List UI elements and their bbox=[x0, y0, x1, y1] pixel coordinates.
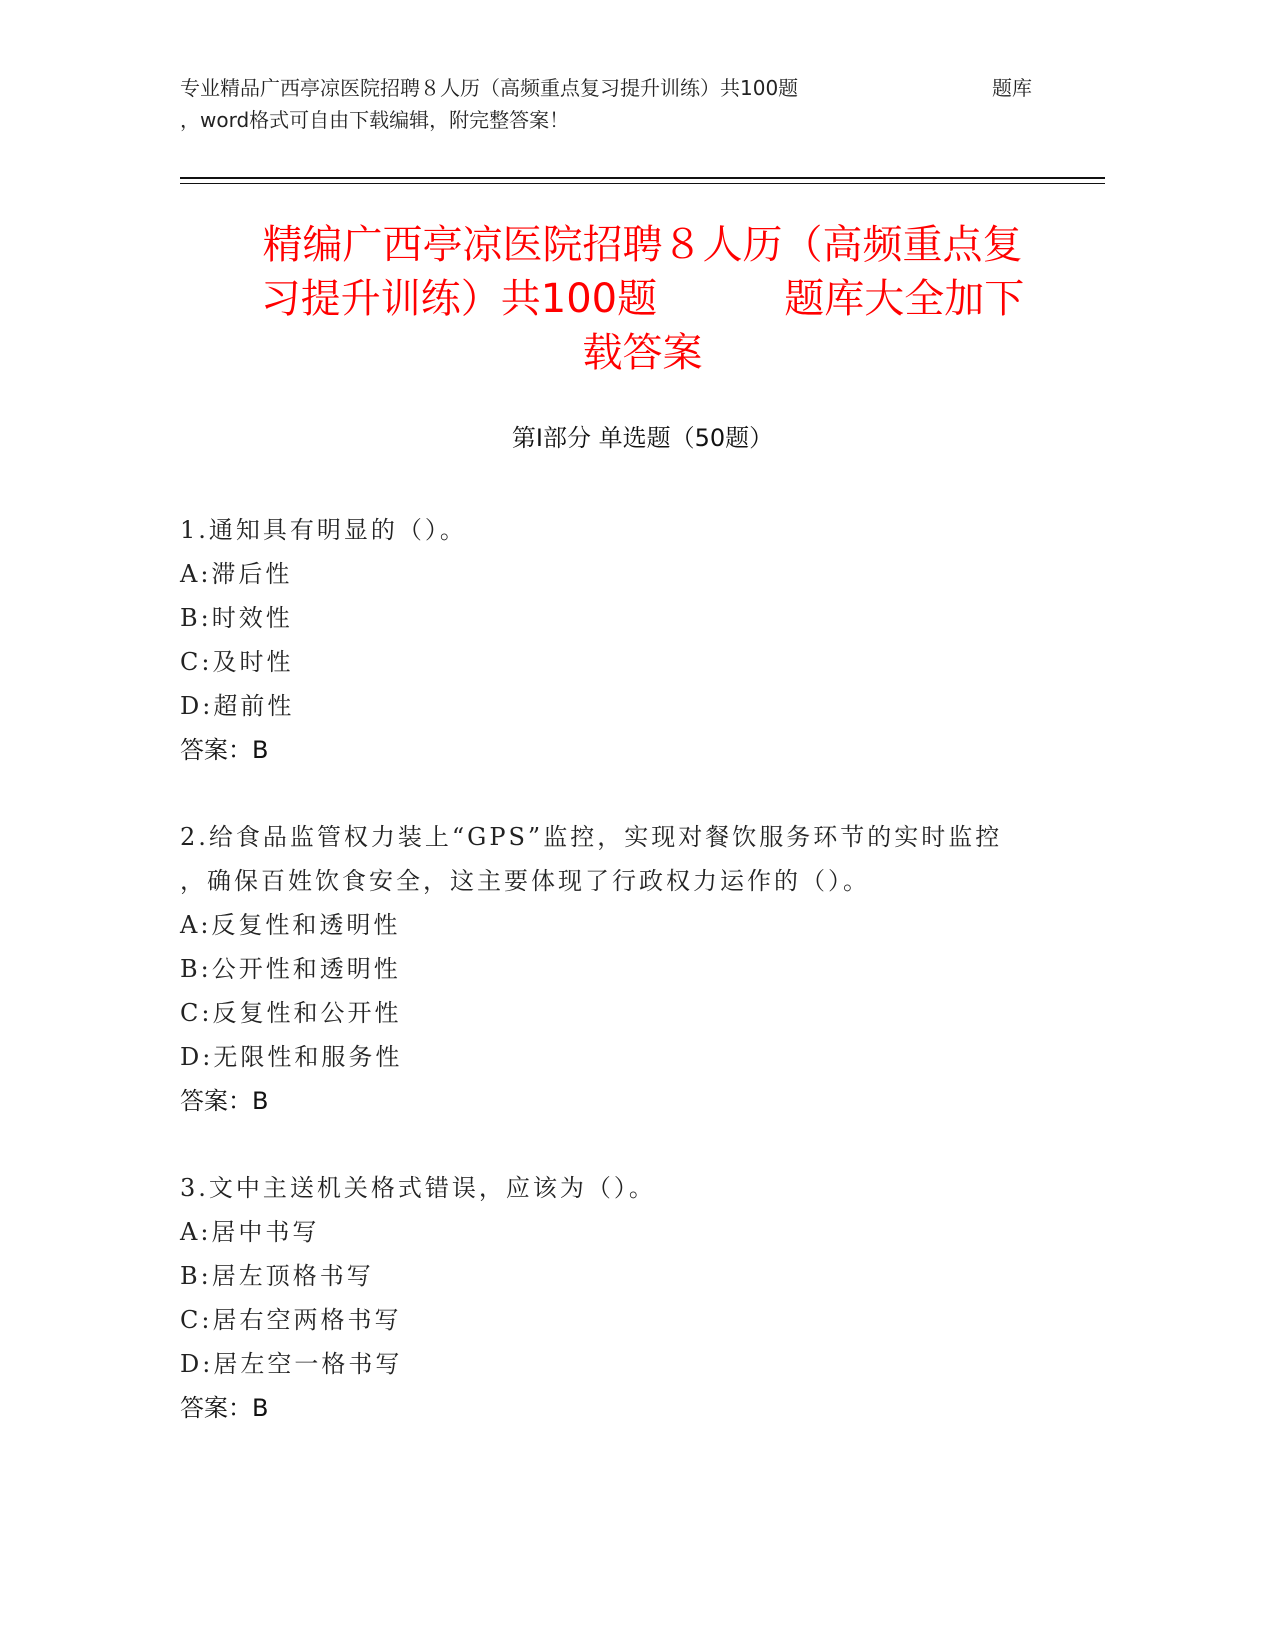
option-a: A:滞后性 bbox=[180, 560, 293, 588]
question-list bbox=[180, 508, 1105, 1473]
option-c: C:居右空两格书写 bbox=[180, 1306, 402, 1334]
option-b: B:时效性 bbox=[180, 604, 293, 632]
header-line-2: ，word格式可自由下载编辑，附完整答案！ bbox=[180, 108, 570, 132]
header-tag: 题库 bbox=[992, 76, 1032, 100]
option-c: C:及时性 bbox=[180, 648, 294, 676]
option-b: B:公开性和透明性 bbox=[180, 955, 401, 983]
question-stem: 3.文中主送机关格式错误，应该为（）。 bbox=[180, 1174, 656, 1202]
answer: 答案：B bbox=[180, 1394, 269, 1422]
question-stem: 1.通知具有明显的（）。 bbox=[180, 516, 467, 544]
header-divider-thick bbox=[180, 177, 1105, 179]
page-header bbox=[180, 72, 1105, 136]
title-line-2: 习提升训练）共100题 题库大全加下 bbox=[260, 276, 1025, 322]
option-c: C:反复性和公开性 bbox=[180, 999, 402, 1027]
answer: 答案：B bbox=[180, 736, 269, 764]
question-3 bbox=[180, 1166, 1105, 1430]
answer: 答案：B bbox=[180, 1087, 269, 1115]
title-line-1: 精编广西亭凉医院招聘８人历（高频重点复 bbox=[262, 222, 1023, 268]
question-stem: 2.给食品监管权力装上“GPS”监控，实现对餐饮服务环节的实时监控 bbox=[180, 823, 1003, 851]
option-a: A:反复性和透明性 bbox=[180, 911, 401, 939]
option-d: D:超前性 bbox=[180, 692, 295, 720]
question-2 bbox=[180, 815, 1105, 1123]
header-description: 专业精品广西亭凉医院招聘８人历（高频重点复习提升训练）共100题 bbox=[180, 76, 799, 100]
header-line-1 bbox=[180, 72, 1105, 104]
title-line-3: 载答案 bbox=[582, 330, 703, 376]
question-1 bbox=[180, 508, 1105, 772]
option-d: D:无限性和服务性 bbox=[180, 1043, 403, 1071]
option-d: D:居左空一格书写 bbox=[180, 1350, 403, 1378]
option-b: B:居左顶格书写 bbox=[180, 1262, 374, 1290]
section-title: 第Ⅰ部分 单选题（50题） bbox=[511, 424, 774, 452]
option-a: A:居中书写 bbox=[180, 1218, 320, 1246]
header-divider-thin bbox=[180, 183, 1105, 184]
document-title bbox=[180, 218, 1105, 380]
question-stem-continued: ，确保百姓饮食安全，这主要体现了行政权力运作的（）。 bbox=[180, 867, 870, 895]
